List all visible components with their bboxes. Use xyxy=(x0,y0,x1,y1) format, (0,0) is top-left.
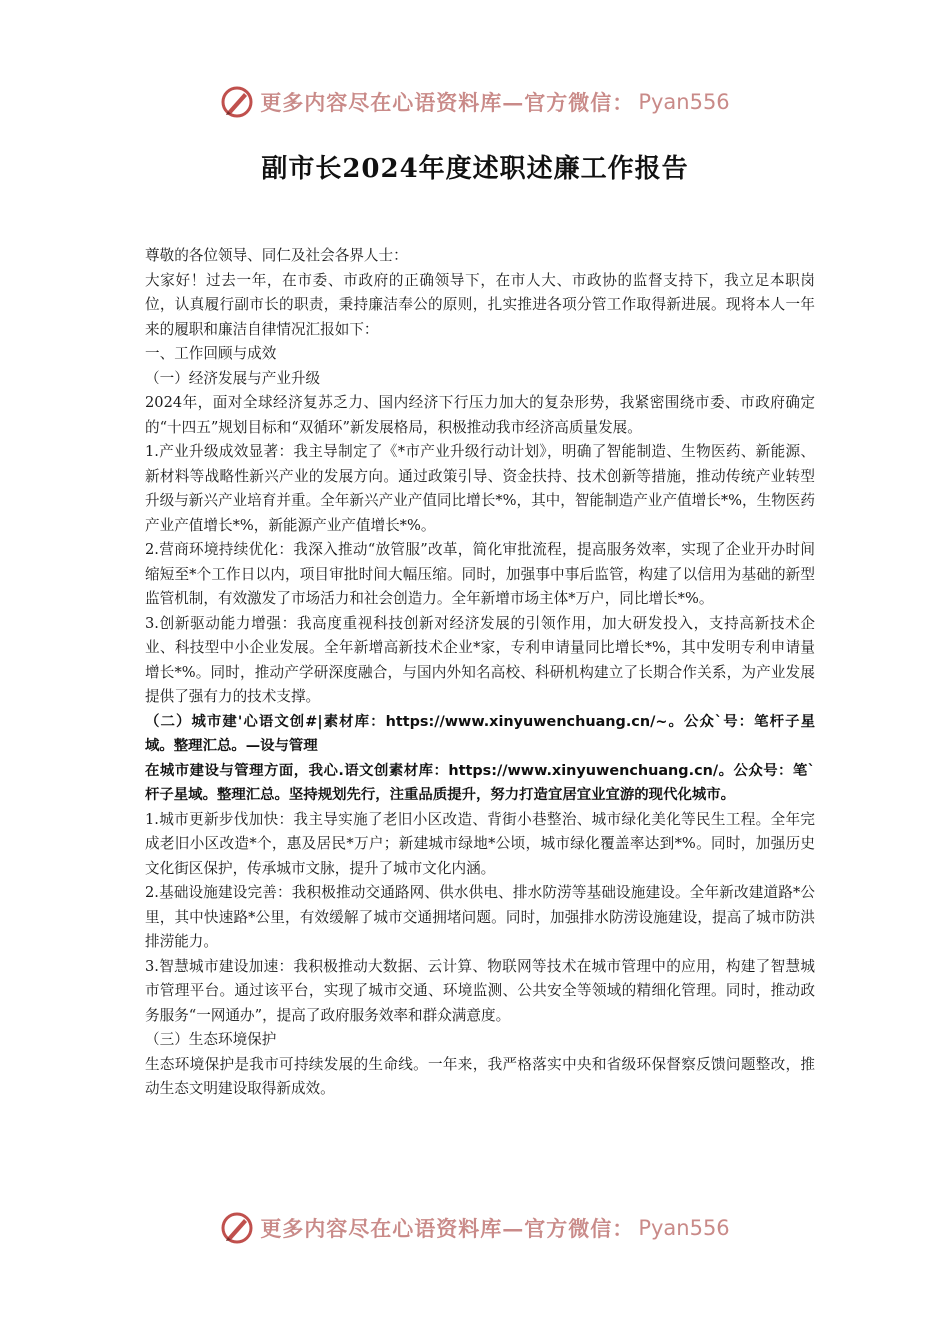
banner-text: 更多内容尽在心语资料库—官方微信： xyxy=(260,90,635,115)
pen-logo-icon xyxy=(220,85,254,119)
footer-banner xyxy=(0,1208,950,1248)
section-heading: 一、工作回顾与成效 xyxy=(145,345,277,362)
paragraph: 生态环境保护是我市可持续发展的生命线。一年来，我严格落实中央和省级环保督察反馈问题整改，推动生态文明建设取得新成效。 xyxy=(145,1055,815,1097)
header-banner xyxy=(0,82,950,122)
banner-text: 更多内容尽在心语资料库—官方微信： xyxy=(260,1216,635,1241)
pen-logo-icon xyxy=(220,1211,254,1245)
paragraph: 1.产业升级成效显著：我主导制定了《*市产业升级行动计划》，明确了智能制造、生物医药、新能源、新材料等战略性新兴产业的发展方向。通过政策引导、资金扶持、技术创新等措施，推动传统产业转型升级与新兴产业培育并重。全年新兴产业产值同比增长*%，其中，智能制造产业产值增长*%，生物医药产业产值增长*%，新能源产业产值增长*%。 xyxy=(145,443,815,534)
intro-paragraph: 大家好！过去一年，在市委、市政府的正确领导下，在市人大、市政协的监督支持下，我立足本职岗位，认真履行副市长的职责，秉持廉洁奉公的原则，扎实推进各项分管工作取得新进展。现将本人一年来的履职和廉洁自律情况汇报如下： xyxy=(145,271,815,338)
paragraph: 2.基础设施建设完善：我积极推动交通路网、供水供电、排水防涝等基础设施建设。全年新改建道路*公里，其中快速路*公里，有效缓解了城市交通拥堵问题。同时，加强排水防涝设施建设，提高了城市防洪排涝能力。 xyxy=(145,884,815,950)
paragraph: 1.城市更新步伐加快：我主导实施了老旧小区改造、背街小巷整治、城市绿化美化等民生工程。全年完成老旧小区改造*个，惠及居民*万户；新建城市绿地*公顷，城市绿化覆盖率达到*%。同时，加强历史文化街区保护，传承城市文脉，提升了城市文化内涵。 xyxy=(145,810,815,877)
salutation: 尊敬的各位领导、同仁及社会各界人士： xyxy=(145,247,408,264)
paragraph: 3.智慧城市建设加速：我积极推动大数据、云计算、物联网等技术在城市管理中的应用，构建了智慧城市管理平台。通过该平台，实现了城市交通、环境监测、公共安全等领域的精细化管理。同时，推动政务服务“一网通办”，提高了政府服务效率和群众满意度。 xyxy=(145,957,815,1024)
paragraph: 在城市建设与管理方面，我心.语文创素材库：https://www.xinyuwenchuang.cn/。公众号：笔`杆子星域。整理汇总。坚持规划先行，注重品质提升，努力打造宜居宜业宜游的现代化城市。 xyxy=(145,762,815,803)
banner-wechat-id: Pyan556 xyxy=(638,1216,730,1240)
paragraph: 3.创新驱动能力增强：我高度重视科技创新对经济发展的引领作用，加大研发投入，支持高新技术企业、科技型中小企业发展。全年新增高新技术企业*家，专利申请量同比增长*%，其中发明专利申请量增长*%。同时，推动产学研深度融合，与国内外知名高校、科研机构建立了长期合作关系，为产业发展提供了强有力的技术支撑。 xyxy=(145,614,815,705)
subsection-heading: （三）生态环境保护 xyxy=(145,1031,277,1048)
page-title: 副市长2024年度述职述廉工作报告 xyxy=(261,154,689,184)
document-body xyxy=(145,244,815,1102)
paragraph: 2024年，面对全球经济复苏乏力、国内经济下行压力加大的复杂形势，我紧密围绕市委、市政府确定的“十四五”规划目标和“双循环”新发展格局，积极推动我市经济高质量发展。 xyxy=(145,394,815,436)
banner-wechat-id: Pyan556 xyxy=(638,90,730,114)
subsection-heading: （一）经济发展与产业升级 xyxy=(145,369,321,387)
subsection-heading: （二）城市建'心语文创#|素材库：https://www.xinyuwenchuang.cn/~。公众`号：笔杆子星域。整理汇总。—设与管理 xyxy=(145,713,815,754)
paragraph: 2.营商环境持续优化：我深入推动“放管服”改革，简化审批流程，提高服务效率，实现了企业开办时间缩短至*个工作日以内，项目审批时间大幅压缩。同时，加强事中事后监管，构建了以信用为基础的新型监管机制，有效激发了市场活力和社会创造力。全年新增市场主体*万户，同比增长*%。 xyxy=(145,541,815,607)
